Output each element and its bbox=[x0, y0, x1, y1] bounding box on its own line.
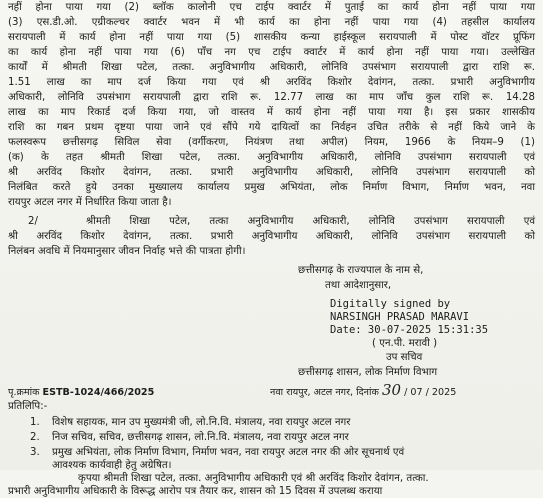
ref-label: पृ.क्रमांक bbox=[8, 387, 40, 398]
body-line: अधिकारी, लोनिवि उपसंभाग सरायपाली द्वारा राशि रू. 12.77 लाख का माप जाँच कुल राशि रू. 14.28 bbox=[8, 92, 535, 103]
tail-line: प्रभारी अनुविभागीय अधिकारी के विरूद्ध आरोप पत्र तैयार कर, शासन को 15 दिवस में उपलब्ध कराया bbox=[8, 486, 383, 497]
place-date-label: नवा रायपुर, अटल नगर, दिनांक bbox=[270, 387, 379, 398]
copy-item bbox=[30, 446, 535, 459]
body-line: (3) एस.डी.ओ. एग्रीकल्चर क्वार्टर भवन में भी कार्य का होना नहीं पाया गया (4) तहसील कार्यालय bbox=[8, 17, 535, 28]
copy-item-continuation: आवश्यक कार्यवाही हेतु अग्रेषित। bbox=[52, 460, 172, 471]
copy-item-text: प्रमुख अभियंता, लोक निर्माण विभाग, निर्माण भवन, नवा रायपुर अटल नगर की ओर सूचनार्थ एवं bbox=[52, 447, 405, 458]
body-line: रायपुर अटल नगर में निर्धारित किया जाता है। bbox=[8, 197, 172, 208]
body-line: नहीं होना पाया गया (2) ब्लॉक कालोनी एच टाईप क्वार्टर में पुताई का कार्य होना नहीं पाया गया bbox=[8, 2, 535, 13]
department: छत्तीसगढ़ शासन, लोक निर्माण विभाग bbox=[298, 367, 438, 378]
body-line: सरायपाली में कार्य होना नहीं पाया गया (5) शासकीय कन्या हाईस्कूल सरायपाली में पोस्ट वॉटर प्रूफिंग bbox=[8, 32, 535, 43]
order-line: छत्तीसगढ़ के राज्यपाल के नाम से, bbox=[298, 265, 424, 276]
digital-signature-label: Digitally signed by bbox=[330, 298, 451, 310]
para2-line: निलंबन अवधि में नियमानुसार जीवन निर्वाह भत्ते की पात्रता होगी। bbox=[8, 246, 246, 257]
tail-line: कृपया श्रीमती शिखा पटेल, तत्का. अनुविभागीय अधिकारी एवं श्री अरविंद किशोर देवांगन, तत्का. bbox=[78, 473, 429, 484]
body-line: लाख का माप रिकार्ड दर्ज किया गया, जो वास्तव में कार्य होना नहीं पाया गया है। इस प्रकार शासकीय bbox=[8, 107, 535, 118]
paragraph-number: 2/ bbox=[28, 216, 38, 227]
printed-name: ( एन.पी. मरावी ) bbox=[372, 338, 438, 349]
body-line: राशि का गबन प्रथम दृष्टया पाया जाने एवं सौंपे गये दायित्वों का निर्वहन उचित तरीके से नहीं किये जाने के bbox=[8, 122, 535, 133]
copy-item-text: विशेष सहायक, मान उप मुख्यमंत्री जी, लो.नि.वि. मंत्रालय, नवा रायपुर अटल नगर bbox=[52, 417, 351, 428]
copy-item bbox=[30, 416, 535, 429]
para2-line: श्री अरविंद किशोर देवांगन, तत्का. प्रभारी अनुविभागीय अधिकारी, लोनिवि उपसंभाग सरायपाली को bbox=[8, 231, 535, 242]
body-line: फलस्वरूप छत्तीसगढ़ सिविल सेवा (वर्गीकरण, नियंत्रण तथा अपील) नियम, 1966 के नियम–9 (1) bbox=[8, 137, 535, 148]
ref-no: ESTB-1024/466/2025 bbox=[42, 387, 155, 398]
body-line: श्री अरविंद किशोर देवांगन, तत्का. प्रभारी अनुविभागीय अधिकारी, लोनिवि उपसंभाग सरायपाली को bbox=[8, 167, 535, 178]
copy-item-text: निज सचिव, सचिव, छत्तीसगढ़ शासन, लो.नि.वि. मंत्रालय, नवा रायपुर अटल नगर bbox=[52, 432, 349, 443]
body-line: निलंबित करते हुये उनका मुख्यालय कार्यालय प्रमुख अभियंता, लोक निर्माण विभाग, निर्माण भवन, नवा bbox=[8, 182, 535, 193]
body-line: का कार्य होना नहीं पाया गया (6) पाँच नग एच टाईप क्वार्टर में कार्य होना नहीं पाया गया। उल्लेखित bbox=[8, 47, 535, 58]
body-line: 1.51 लाख का माप दर्ज किया गया एवं श्री अरविंद किशोर देवांगन, तत्का. प्रभारी अनुविभागीय bbox=[8, 77, 535, 88]
body-line: (क) के तहत श्रीमती शिखा पटेल, तत्का. अनुविभागीय अधिकारी, लोनिवि उपसंभाग सरायपाली एवं bbox=[8, 152, 535, 163]
designation: उप सचिव bbox=[386, 352, 423, 363]
signature-date: Date: 30-07-2025 15:31:35 bbox=[330, 324, 489, 336]
body-line: कार्यों में श्रीमती शिखा पटेल, तत्का. अनुविभागीय अधिकारी, लोनिवि उपसंभाग सरायपाली द्वारा राशि रू. bbox=[8, 62, 535, 73]
copy-item-num: 2. bbox=[30, 432, 40, 443]
copy-heading: प्रतिलिपि:- bbox=[8, 401, 48, 412]
copy-item-num: 3. bbox=[30, 447, 40, 458]
copy-item-num: 1. bbox=[30, 417, 40, 428]
para2-line: श्रीमती शिखा पटेल, तत्का अनुविभागीय अधिकारी, लोनिवि उपसंभाग सरायपाली एवं bbox=[86, 216, 535, 227]
date-rest: / 07 / 2025 bbox=[404, 387, 457, 398]
handwritten-date: 30 bbox=[381, 381, 402, 399]
copy-item bbox=[30, 431, 535, 444]
order-line: तथा आदेशानुसार, bbox=[325, 280, 392, 291]
place-date bbox=[270, 381, 535, 399]
signer-name: NARSINGH PRASAD MARAVI bbox=[330, 311, 470, 323]
